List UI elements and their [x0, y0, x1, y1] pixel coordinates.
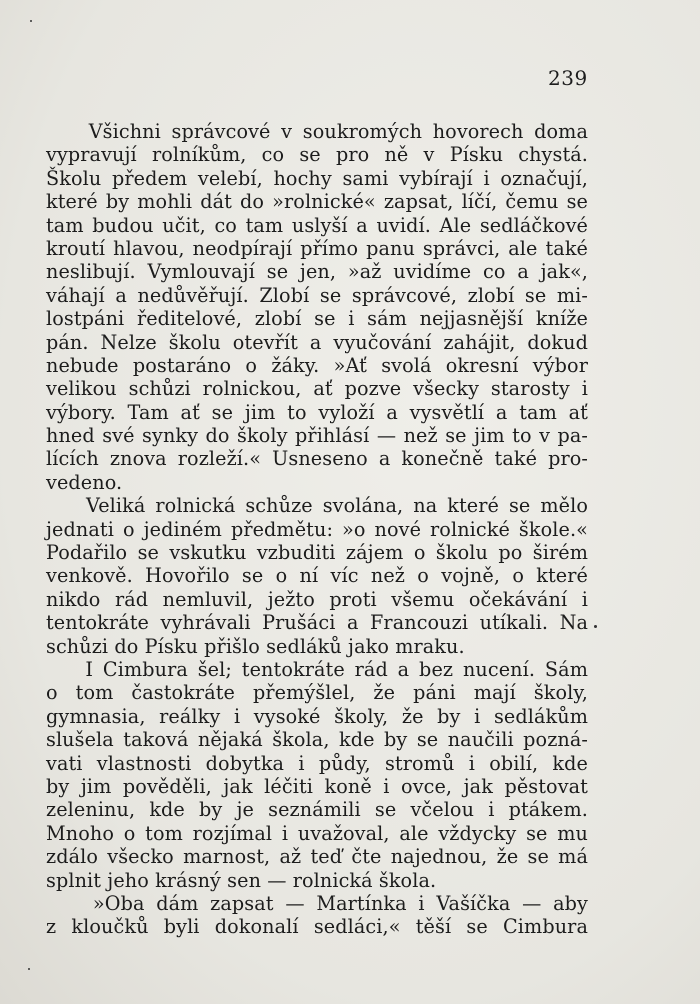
text-line: velikou schůzi rolnickou, ať pozve všecky starosty i	[46, 377, 588, 401]
text-line: lících znova rozleží.« Usneseno a konečně také pro-	[46, 447, 588, 471]
text-line: »Oba dám zapsat — Martínka i Vašíčka — aby	[46, 891, 588, 915]
text-line: pán. Nelze školu otevřít a vyučování zahájit, dokud	[46, 330, 588, 354]
text-line: z kloučků byli dokonalí sedláci,« těší se Cimbura	[46, 915, 588, 939]
text-line: Veliká rolnická schůze svolána, na které se mělo	[46, 494, 588, 518]
text-line: splnit jeho krásný sen — rolnická škola.	[46, 868, 437, 892]
text-line: schůzi do Písku přišlo sedláků jako mraku.	[46, 634, 465, 658]
paper-speck	[594, 625, 597, 628]
text-line: Školu předem velebí, hochy sami vybírají i označují,	[46, 166, 588, 190]
text-line: tam budou učit, co tam uslyší a uvidí. Ale sedláčkové	[46, 213, 588, 237]
text-line: nikdo rád nemluvil, ježto proti všemu očekávání i	[46, 587, 588, 611]
text-line: jednati o jediném předmětu: »o nové rolnické škole.«	[46, 517, 588, 541]
text-line: nebude postaráno o žáky. »Ať svolá okresní výbor	[46, 353, 588, 377]
text-line: lostpáni ředitelové, zlobí se i sám nejjasnější kníže	[46, 307, 588, 331]
text-line: by jim pověděli, jak léčiti koně i ovce, jak pěstovat	[46, 774, 588, 798]
text-line: výbory. Tam ať se jim to vyloží a vysvětlí a tam ať	[46, 400, 588, 424]
page-number: 239	[548, 66, 588, 90]
text-line: Mnoho o tom rozjímal i uvažoval, ale vždycky se mu	[46, 821, 588, 845]
text-line: tentokráte vyhrávali Prušáci a Francouzi utíkali. Na	[46, 611, 588, 635]
text-line: Všichni správcové v soukromých hovorech doma	[46, 120, 588, 143]
text-line: vedeno.	[46, 470, 123, 494]
text-line: zeleninu, kde by je seznámili se včelou i ptákem.	[46, 798, 588, 822]
text-line: Podařilo se vskutku vzbuditi zájem o školu po širém	[46, 541, 588, 565]
text-line: venkově. Hovořilo se o ní víc než o vojně, o které	[46, 564, 588, 588]
paper-speck	[30, 20, 32, 22]
text-line: I Cimbura šel; tentokráte rád a bez nucení. Sám	[46, 657, 588, 681]
text-line: zdálo všecko marnost, až teď čte najednou, že se má	[46, 845, 588, 869]
text-line: kroutí hlavou, neodpírají přímo panu správci, ale také	[46, 236, 588, 260]
text-line: o tom častokráte přemýšlel, že páni mají školy,	[46, 681, 588, 705]
text-line: slušela taková nějaká škola, kde by se naučili pozná-	[46, 728, 588, 752]
text-line: gymnasia, reálky i vysoké školy, že by i sedlákům	[46, 704, 588, 728]
text-line: které by mohli dát do »rolnické« zapsat, líčí, čemu se	[46, 190, 588, 214]
text-line: váhají a nedůvěřují. Zlobí se správcové, zlobí se mi-	[46, 283, 588, 307]
body-text	[46, 120, 588, 939]
text-line: vati vlastnosti dobytka i půdy, stromů i obilí, kde	[46, 751, 588, 775]
text-line: vypravují rolníkům, co se pro ně v Písku chystá.	[46, 143, 588, 167]
text-line: hned své synky do školy přihlásí — než se jim to v pa-	[46, 424, 588, 448]
text-line: neslibují. Vymlouvají se jen, »až uvidíme co a jak«,	[46, 260, 588, 284]
paper-speck	[28, 968, 30, 970]
